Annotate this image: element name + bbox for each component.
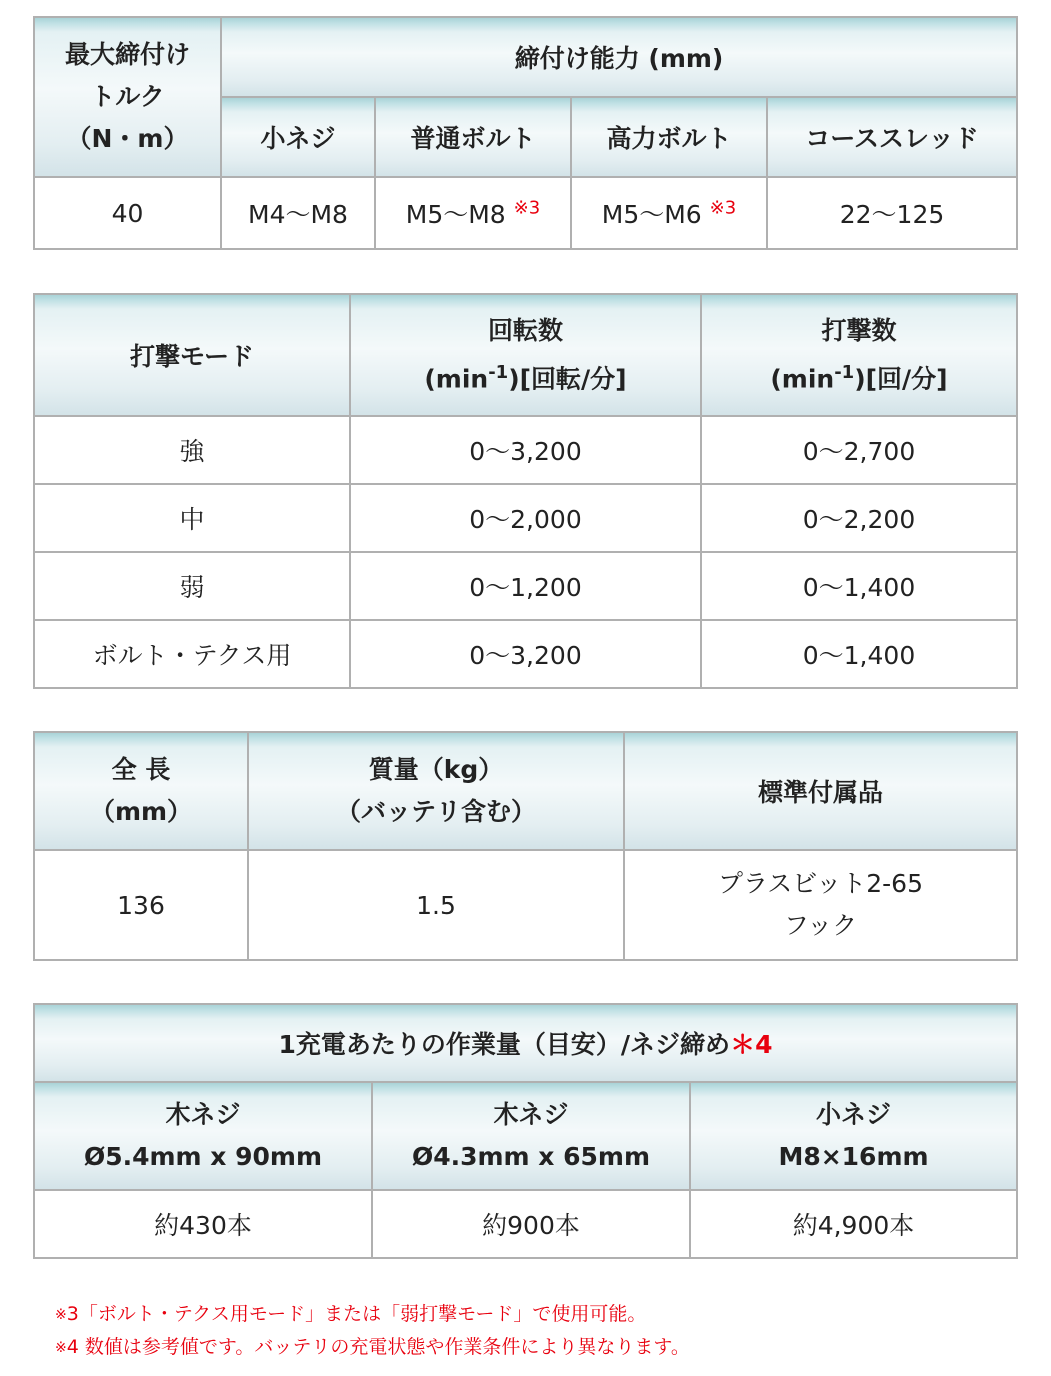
table-row bbox=[34, 484, 1017, 552]
length-header: 全 長 （mm） bbox=[34, 732, 248, 850]
ipm-cell: 0〜2,200 bbox=[701, 484, 1017, 552]
ipm-header: 打撃数 $(\min^{-1})$[回/分] bbox=[701, 294, 1017, 416]
ipm-cell: 0〜1,400 bbox=[701, 620, 1017, 688]
hs-bolt-header: 高力ボルト bbox=[571, 97, 767, 177]
work-amount-title: 1充電あたりの作業量（目安）/ネジ締め＊4 bbox=[34, 1004, 1017, 1082]
ipm-cell: 0〜1,400 bbox=[701, 552, 1017, 620]
hs-bolt-note: ※3 bbox=[709, 197, 737, 219]
machine-screw-value: 約4,900本 bbox=[690, 1190, 1017, 1258]
bolt-note: ※3 bbox=[513, 197, 541, 219]
table-row bbox=[34, 552, 1017, 620]
mode-cell: ボルト・テクス用 bbox=[34, 620, 350, 688]
length-value: 136 bbox=[34, 850, 248, 960]
footnote-3: ※3「ボルト・テクス用モード」または「弱打撃モード」で使用可能。 bbox=[55, 1303, 647, 1325]
rpm-header: 回転数 $(\min^{-1})$[回転/分] bbox=[350, 294, 701, 416]
rpm-cell: 0〜3,200 bbox=[350, 620, 701, 688]
machine-screw-header: 小ネジ M8×16mm bbox=[690, 1082, 1017, 1190]
wood-screw-43-value: 約900本 bbox=[372, 1190, 690, 1258]
mode-header: 打撃モード bbox=[34, 294, 350, 416]
small-screw-header: 小ネジ bbox=[221, 97, 375, 177]
bolt-cell bbox=[375, 177, 571, 249]
footnote-4: ※4 数値は参考値です。バッテリの充電状態や作業条件により異なります。 bbox=[55, 1336, 690, 1358]
rpm-cell: 0〜1,200 bbox=[350, 552, 701, 620]
table-row bbox=[34, 620, 1017, 688]
coarse-thread-value: 22〜125 bbox=[767, 177, 1017, 249]
bolt-header: 普通ボルト bbox=[375, 97, 571, 177]
impact-mode-table bbox=[33, 293, 1018, 689]
wood-screw-43-header: 木ネジ Ø4.3mm x 65mm bbox=[372, 1082, 690, 1190]
dimensions-table bbox=[33, 731, 1018, 961]
accessories-value: プラスビット2-65 フック bbox=[624, 850, 1017, 960]
capacity-table bbox=[33, 16, 1018, 250]
accessories-header: 標準付属品 bbox=[624, 732, 1017, 850]
small-screw-value: M4〜M8 bbox=[221, 177, 375, 249]
wood-screw-54-header: 木ネジ Ø5.4mm x 90mm bbox=[34, 1082, 372, 1190]
mode-cell: 弱 bbox=[34, 552, 350, 620]
torque-header: 最大締付け トルク （N・m） bbox=[34, 17, 221, 177]
torque-value: 40 bbox=[34, 177, 221, 249]
footnotes bbox=[55, 1298, 690, 1364]
hs-bolt-value: M5〜M6 bbox=[601, 200, 702, 229]
mass-value: 1.5 bbox=[248, 850, 624, 960]
table-row bbox=[34, 416, 1017, 484]
mass-header: 質量（kg） （バッテリ含む） bbox=[248, 732, 624, 850]
bolt-value: M5〜M8 bbox=[405, 200, 506, 229]
mode-cell: 中 bbox=[34, 484, 350, 552]
ipm-cell: 0〜2,700 bbox=[701, 416, 1017, 484]
wood-screw-54-value: 約430本 bbox=[34, 1190, 372, 1258]
rpm-cell: 0〜3,200 bbox=[350, 416, 701, 484]
hs-bolt-cell bbox=[571, 177, 767, 249]
title-note: ＊4 bbox=[730, 1030, 773, 1059]
capacity-header: 締付け能力 (mm) bbox=[221, 17, 1017, 97]
rpm-cell: 0〜2,000 bbox=[350, 484, 701, 552]
work-amount-table bbox=[33, 1003, 1018, 1259]
coarse-thread-header: コーススレッド bbox=[767, 97, 1017, 177]
mode-cell: 強 bbox=[34, 416, 350, 484]
